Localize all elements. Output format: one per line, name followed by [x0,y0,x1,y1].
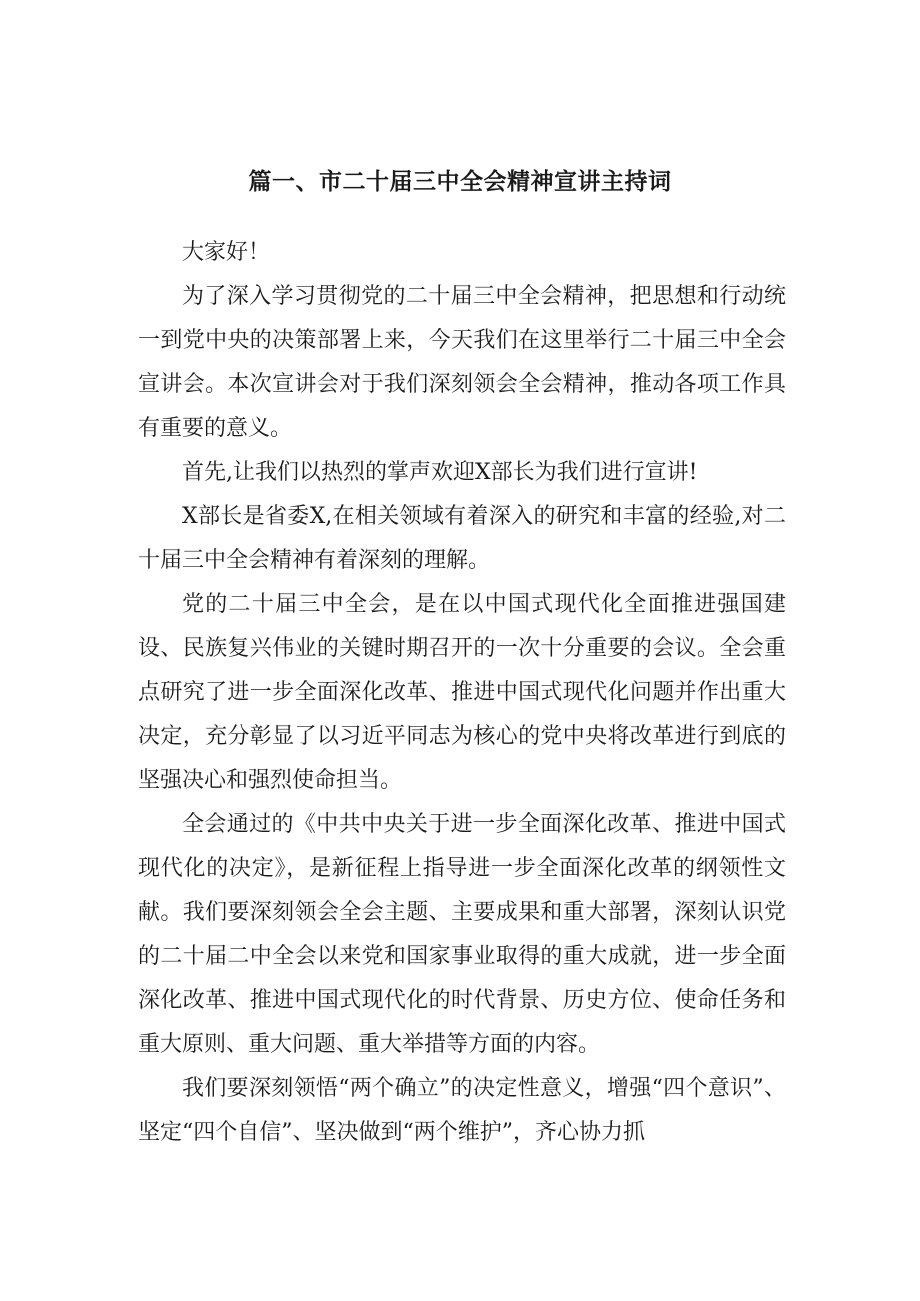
paragraph-speaker-intro: X部长是省委X,在相关领域有着深入的研究和丰富的经验,对二十届三中全会精神有着深刻的理解。 [138,504,786,573]
paragraph-requirements: 我们要深刻领悟“两个确立”的决定性意义，增强“四个意识”、坚定“四个自信”、坚决做到“两个维护”，齐心协力抓 [138,1076,786,1145]
document-body [138,231,786,1155]
paragraph-welcome: 首先,让我们以热烈的掌声欢迎X部长为我们进行宣讲! [182,460,698,485]
document-title: 篇一、市二十届三中全会精神宣讲主持词 [248,169,672,195]
paragraph-plenum-significance: 党的二十届三中全会，是在以中国式现代化全面推进强国建设、民族复兴伟业的关键时期召开的一次十分重要的会议。全会重点研究了进一步全面深化改革、推进中国式现代化问题并作出重大决定，充分彰显了以习近平同志为核心的党中央将改革进行到底的坚强决心和强烈使命担当。 [138,592,786,793]
paragraph-greeting: 大家好！ [182,240,271,265]
paragraph-decision-document: 全会通过的《中共中央关于进一步全面深化改革、推进中国式现代化的决定》，是新征程上指导进一步全面深化改革的纲领性文献。我们要深刻领会全会主题、主要成果和重大部署，深刻认识党的二十届二中全会以来党和国家事业取得的重大成就，进一步全面深化改革、推进中国式现代化的时代背景、历史方位、使命任务和重大原则、重大问题、重大举措等方面的内容。 [138,812,786,1057]
paragraph-purpose: 为了深入学习贯彻党的二十届三中全会精神，把思想和行动统一到党中央的决策部署上来，今天我们在这里举行二十届三中全会宣讲会。本次宣讲会对于我们深刻领会全会精神，推动各项工作具有重要的意义。 [138,284,786,441]
